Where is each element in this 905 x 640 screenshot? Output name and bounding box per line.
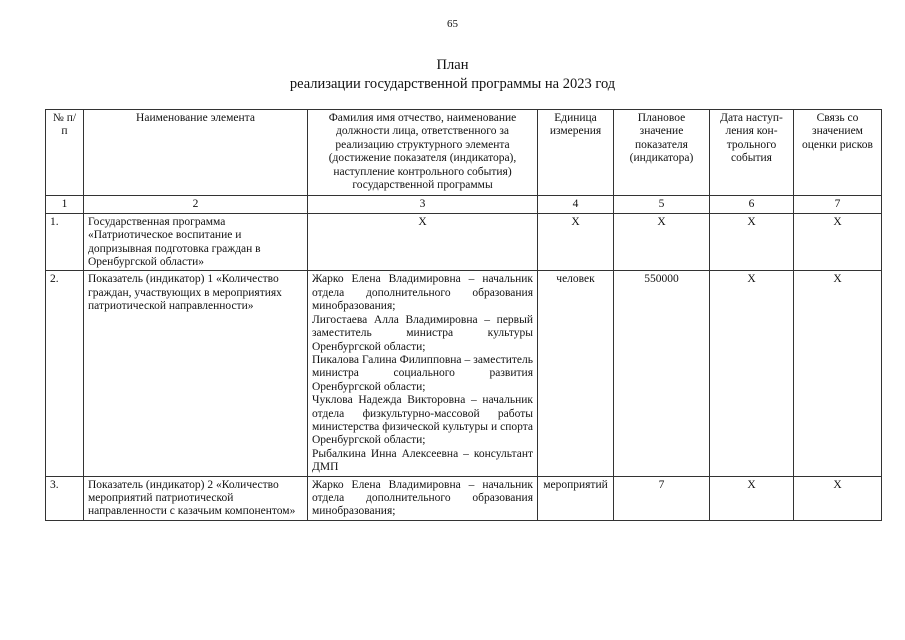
row-risk-link: X (794, 476, 882, 520)
row-unit: X (538, 213, 614, 271)
row-element-name: Государственная программа «Патриотическое воспитание и допризывная подготовка граждан в Оренбургской области» (84, 213, 308, 271)
page-number: 65 (447, 18, 458, 30)
row-responsible-persons (308, 476, 538, 520)
row-element-name: Показатель (индикатор) 1 «Количество граждан, участвующих в мероприятиях патриотической направленности» (84, 271, 308, 476)
row-unit: мероприятий (538, 476, 614, 520)
row-number: 2. (46, 271, 84, 476)
responsible-person: Жарко Елена Владимировна – начальник отдела дополнительного образования минобразования; (312, 478, 533, 518)
row-plan-value: 7 (614, 476, 710, 520)
header-risk-link: Связь со значением оценки рисков (794, 110, 882, 196)
row-plan-value: 550000 (614, 271, 710, 476)
column-number: 1 (46, 196, 84, 213)
header-element-name: Наименование элемента (84, 110, 308, 196)
table-header-row (46, 110, 882, 196)
row-event-date: X (710, 271, 794, 476)
header-unit: Единица измерения (538, 110, 614, 196)
row-risk-link: X (794, 271, 882, 476)
column-number: 2 (84, 196, 308, 213)
title-line-1: План (436, 57, 469, 73)
column-number: 7 (794, 196, 882, 213)
header-plan-value: Плановое значение показателя (индикатора) (614, 110, 710, 196)
responsible-person: Чуклова Надежда Викторовна – начальник отдела физкультурно-массовой работы министерства физической культуры и спорта Оренбургской области; (312, 394, 533, 447)
row-event-date: X (710, 476, 794, 520)
responsible-person: Рыбалкина Инна Алексеевна – консультант ДМП (312, 447, 533, 474)
row-plan-value: X (614, 213, 710, 271)
row-number: 1. (46, 213, 84, 271)
responsible-person: Лигостаева Алла Владимировна – первый заместитель министра культуры Оренбургской области; (312, 313, 533, 353)
column-number: 4 (538, 196, 614, 213)
column-number-row (46, 196, 882, 213)
title-line-2: реализации государственной программы на 2023 год (289, 76, 616, 92)
document-title (0, 56, 905, 94)
row-responsible-person: X (308, 213, 538, 271)
table-row (46, 476, 882, 520)
header-event-date: Дата наступ- ления кон- трольного события (710, 110, 794, 196)
row-risk-link: X (794, 213, 882, 271)
responsible-person: Пикалова Галина Филипповна – заместитель министра социального развития Оренбургской области; (312, 353, 533, 393)
header-responsible-person: Фамилия имя отчество, наименование должности лица, ответственного за реализацию структурного элемента (достижение показателя (индикатора), наступление контрольного события) государственной программы (308, 110, 538, 196)
row-responsible-persons (308, 271, 538, 476)
row-unit: человек (538, 271, 614, 476)
header-number: № п/п (46, 110, 84, 196)
column-number: 6 (710, 196, 794, 213)
row-element-name: Показатель (индикатор) 2 «Количество мероприятий патриотической направленности с казачьим компонентом» (84, 476, 308, 520)
column-number: 5 (614, 196, 710, 213)
row-event-date: X (710, 213, 794, 271)
responsible-person: Жарко Елена Владимировна – начальник отдела дополнительного образования минобразования; (312, 273, 533, 313)
table-row (46, 213, 882, 271)
column-number: 3 (308, 196, 538, 213)
row-number: 3. (46, 476, 84, 520)
program-plan-table (45, 109, 882, 521)
table-row (46, 271, 882, 476)
